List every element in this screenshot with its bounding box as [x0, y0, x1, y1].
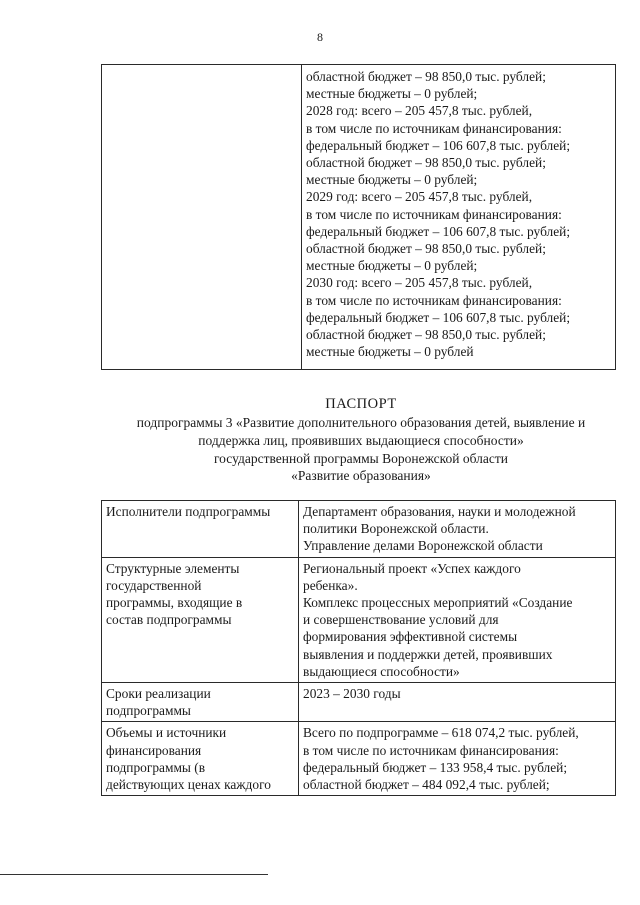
continued-funding-table — [101, 64, 616, 370]
passport-subtitle — [96, 414, 626, 485]
label-line: финансирования — [106, 742, 202, 758]
text-line: областной бюджет – 98 850,0 тыс. рублей; — [306, 155, 546, 171]
label-line: Структурные элементы — [106, 560, 240, 576]
row-value-funding — [299, 722, 616, 796]
table-cell-funding-breakdown — [302, 65, 616, 370]
text-line: в том числе по источникам финансирования: — [303, 742, 559, 758]
text-line: местные бюджеты – 0 рублей; — [306, 258, 478, 274]
row-label-funding — [102, 722, 299, 796]
text-line: 2029 год: всего – 205 457,8 тыс. рублей, — [306, 189, 533, 205]
footnote-divider — [0, 874, 268, 875]
text-line: федеральный бюджет – 106 607,8 тыс. рублей; — [306, 309, 571, 325]
text-line: в том числе по источникам финансирования: — [306, 206, 562, 222]
text-line: местные бюджеты – 0 рублей — [306, 344, 474, 360]
table-row — [102, 65, 616, 370]
text-line: 2028 год: всего – 205 457,8 тыс. рублей, — [306, 103, 533, 119]
row-label-structural-elements — [102, 557, 299, 682]
label-line: действующих ценах каждого — [106, 777, 271, 793]
table-row — [102, 557, 616, 682]
table-row — [102, 722, 616, 796]
text-line: в том числе по источникам финансирования: — [306, 292, 562, 308]
text-line: 2023 – 2030 годы — [303, 686, 401, 702]
text-line: Департамент образования, науки и молодежной — [303, 504, 576, 519]
label-line: программы, входящие в — [106, 595, 243, 611]
text-line: и совершенствование условий для — [303, 612, 499, 628]
text-line: федеральный бюджет – 106 607,8 тыс. рублей; — [306, 223, 571, 239]
text-line: Региональный проект «Успех каждого — [303, 560, 521, 576]
text-line: Комплекс процессных мероприятий «Создание — [303, 595, 573, 611]
row-value-executors — [299, 501, 616, 558]
label-line: состав подпрограммы — [106, 612, 232, 628]
row-value-timeframe — [299, 683, 616, 722]
subtitle-line: подпрограммы 3 «Развитие дополнительного образования детей, выявление и — [136, 415, 586, 430]
text-line: местные бюджеты – 0 рублей; — [306, 172, 478, 188]
row-label-timeframe — [102, 683, 299, 722]
text-line: федеральный бюджет – 133 958,4 тыс. рублей; — [303, 759, 568, 775]
row-value-structural-elements — [299, 557, 616, 682]
text-line: политики Воронежской области. — [303, 521, 489, 537]
text-line: местные бюджеты – 0 рублей; — [306, 86, 478, 102]
passport-title: ПАСПОРТ — [325, 396, 397, 412]
passport-table — [101, 500, 616, 796]
text-line: выявления и поддержки детей, проявивших — [303, 646, 553, 662]
page-number: 8 — [317, 30, 323, 44]
label-line: государственной — [106, 577, 202, 593]
subtitle-line: «Развитие образования» — [291, 468, 431, 484]
row-label-executors — [102, 501, 299, 558]
text-line: 2030 год: всего – 205 457,8 тыс. рублей, — [306, 275, 533, 291]
table-row — [102, 683, 616, 722]
subtitle-line: поддержка лиц, проявивших выдающиеся способности» — [198, 432, 524, 448]
text-line: ребенка». — [303, 577, 358, 593]
table-cell-label-empty — [102, 65, 302, 370]
label-line: подпрограммы — [106, 703, 191, 719]
text-line: в том числе по источникам финансирования: — [306, 120, 562, 136]
label-line: Сроки реализации — [106, 686, 211, 702]
text-line: формирования эффективной системы — [303, 629, 518, 645]
text-line: областной бюджет – 98 850,0 тыс. рублей; — [306, 69, 546, 84]
table-row — [102, 501, 616, 558]
label-line: Исполнители подпрограммы — [106, 504, 271, 519]
text-line: областной бюджет – 484 092,4 тыс. рублей; — [303, 777, 550, 793]
text-line: выдающиеся способности» — [303, 663, 460, 679]
text-line: Управление делами Воронежской области — [303, 538, 543, 554]
label-line: Объемы и источники — [106, 725, 227, 741]
label-line: подпрограммы (в — [106, 759, 206, 775]
text-line: областной бюджет – 98 850,0 тыс. рублей; — [306, 241, 546, 257]
subtitle-line: государственной программы Воронежской области — [213, 450, 509, 466]
text-line: Всего по подпрограмме – 618 074,2 тыс. рублей, — [303, 725, 579, 741]
text-line: федеральный бюджет – 106 607,8 тыс. рублей; — [306, 137, 571, 153]
text-line: областной бюджет – 98 850,0 тыс. рублей; — [306, 327, 546, 343]
